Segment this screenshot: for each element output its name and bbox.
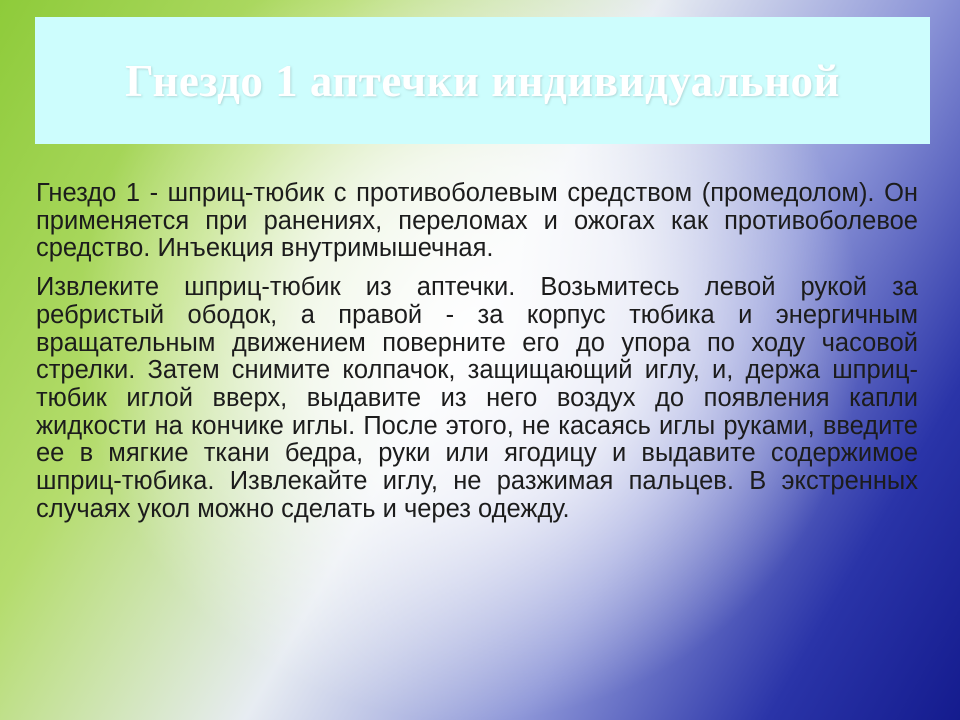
- paragraph-description: Гнездо 1 - шприц-тюбик с противоболевым средством (промедолом). Он применяется при ранениях, переломах и ожогах как противоболевое средство. Инъекция внутримышечная.: [36, 179, 918, 263]
- title-banner: [35, 17, 930, 144]
- slide-title: Гнездо 1 аптечки индивидуальной: [125, 55, 840, 106]
- slide-body: [36, 180, 918, 523]
- paragraph-instructions: Извлеките шприц-тюбик из аптечки. Возьмитесь левой рукой за ребристый ободок, а правой - за корпус тюбика и энергичным вращательным движением поверните его до упора по ходу часовой стрелки. Затем снимите колпачок, защищающий иглу, и, держа шприц-тюбик иглой вверх, выдавите из него воздух до появления капли жидкости на кончике иглы. После этого, не касаясь иглы руками, введите ее в мягкие ткани бедра, руки или ягодицу и выдавите содержимое шприц-тюбика. Извлекайте иглу, не разжимая пальцев. В экстренных случаях укол можно сделать и через одежду.: [36, 273, 918, 523]
